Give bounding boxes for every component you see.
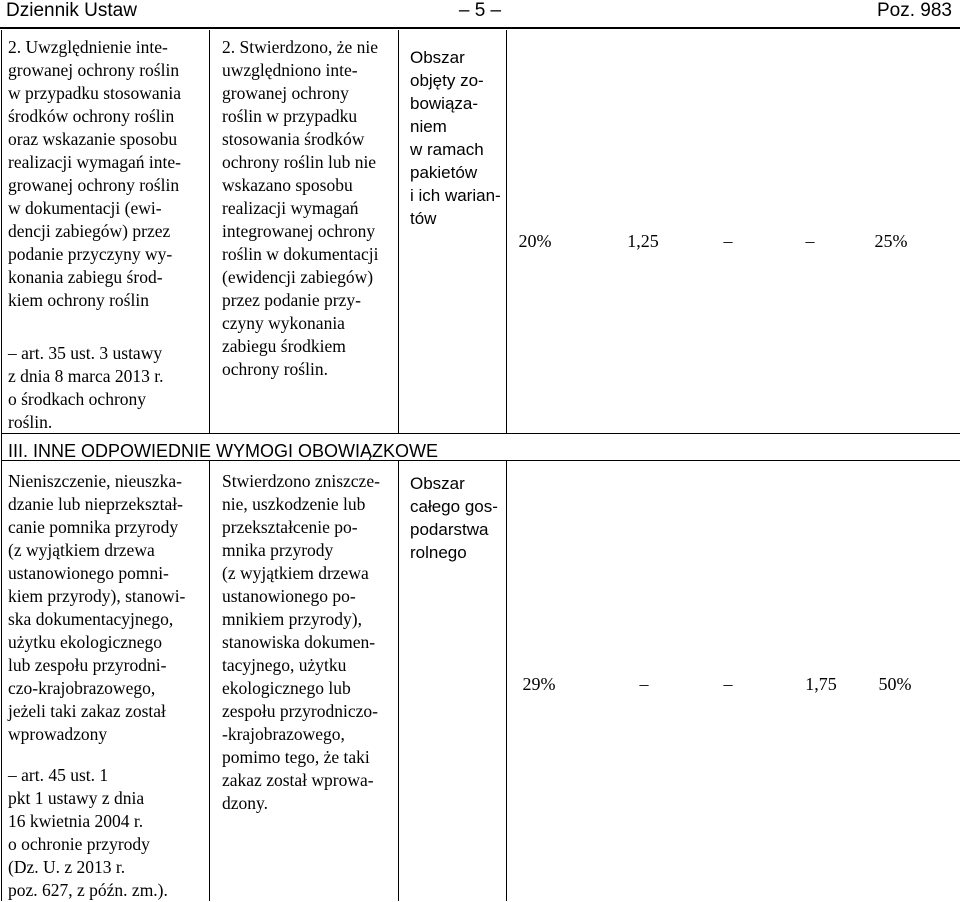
row2-value-3: – xyxy=(723,674,733,694)
column-divider-1 xyxy=(209,30,210,433)
row1-value-5: 25% xyxy=(874,231,908,251)
row1-value-2: 1,25 xyxy=(627,231,659,251)
row1-finding: 2. Stwierdzono, że nie uwzględniono inte- growanej ochrony roślin w przypadku stosowania środków ochrony roślin lub nie wskazano sposobu realizacji wymagań integrowanej ochrony roślin w dokumentacji (ewidencji zabiegów) przez podanie przy- czyny wykonania zabiegu środkiem ochrony roślin. xyxy=(222,37,379,379)
row2-value-5: 50% xyxy=(878,674,912,694)
header-rule xyxy=(0,27,960,29)
row2-scope: Obszar całego gos- podarstwa rolnego xyxy=(410,474,498,562)
row1-requirement: 2. Uwzględnienie inte- growanej ochrony roślin w przypadku stosowania środków ochrony roślin oraz wskazanie sposobu realizacji wymagań inte- growanej ochrony roślin w dokumentacji (ewi- dencji zabiegów) przez podanie przyczyny wy- konania zabiegu środ- kiem ochrony roślin xyxy=(8,37,182,310)
table-border-left xyxy=(1,30,2,901)
section-heading: III. INNE ODPOWIEDNIE WYMOGI OBOWIĄZKOWE xyxy=(8,441,439,461)
row2-value-2: – xyxy=(639,674,649,694)
row2-value-4: 1,75 xyxy=(805,674,837,694)
position-number: Poz. 983 xyxy=(877,0,952,21)
journal-title: Dziennik Ustaw xyxy=(6,0,137,21)
row2-legal-basis: – art. 45 ust. 1 pkt 1 ustawy z dnia 16 kwietnia 2004 r. o ochronie przyrody (Dz. U. z 2013 r. poz. 627, z późn. zm.). xyxy=(8,765,168,900)
row1-scope: Obszar objęty zo- bowiąza- niem w ramach pakietów i ich warian- tów xyxy=(410,48,501,228)
column-divider-2b xyxy=(398,460,399,901)
row2-value-1: 29% xyxy=(522,674,556,694)
row1-value-3: – xyxy=(723,231,733,251)
column-divider-3b xyxy=(506,460,507,901)
row1-value-4: – xyxy=(805,231,815,251)
row1-value-1: 20% xyxy=(518,231,552,251)
row1-legal-basis: – art. 35 ust. 3 ustawy z dnia 8 marca 2013 r. o środkach ochrony roślin. xyxy=(8,343,164,432)
row2-finding: Stwierdzono zniszcze- nie, uszkodzenie lub przekształcenie po- mnika przyrody (z wyjątkiem drzewa ustanowionego po- mnikiem przyrody), stanowiska dokumen- tacyjnego, użytku ekologicznego lub zespołu przyrodniczo- -krajobrazowego, pomimo tego, że taki zakaz został wprowa- dzony. xyxy=(222,471,380,813)
page-number: – 5 – xyxy=(458,0,502,21)
column-divider-3 xyxy=(506,30,507,433)
column-divider-2 xyxy=(398,30,399,433)
column-divider-1b xyxy=(209,460,210,901)
row2-requirement: Nieniszczenie, nieuszka- dzanie lub nieprzekształ- canie pomnika przyrody (z wyjątkiem drzewa ustanowionego pomni- kiem przyrody), stanowi- ska dokumentacyjnego, użytku ekologicznego lub zespołu przyrodni- czo-krajobrazowego, jeżeli taki zakaz został wprowadzony xyxy=(8,471,186,744)
page-header xyxy=(0,0,960,24)
